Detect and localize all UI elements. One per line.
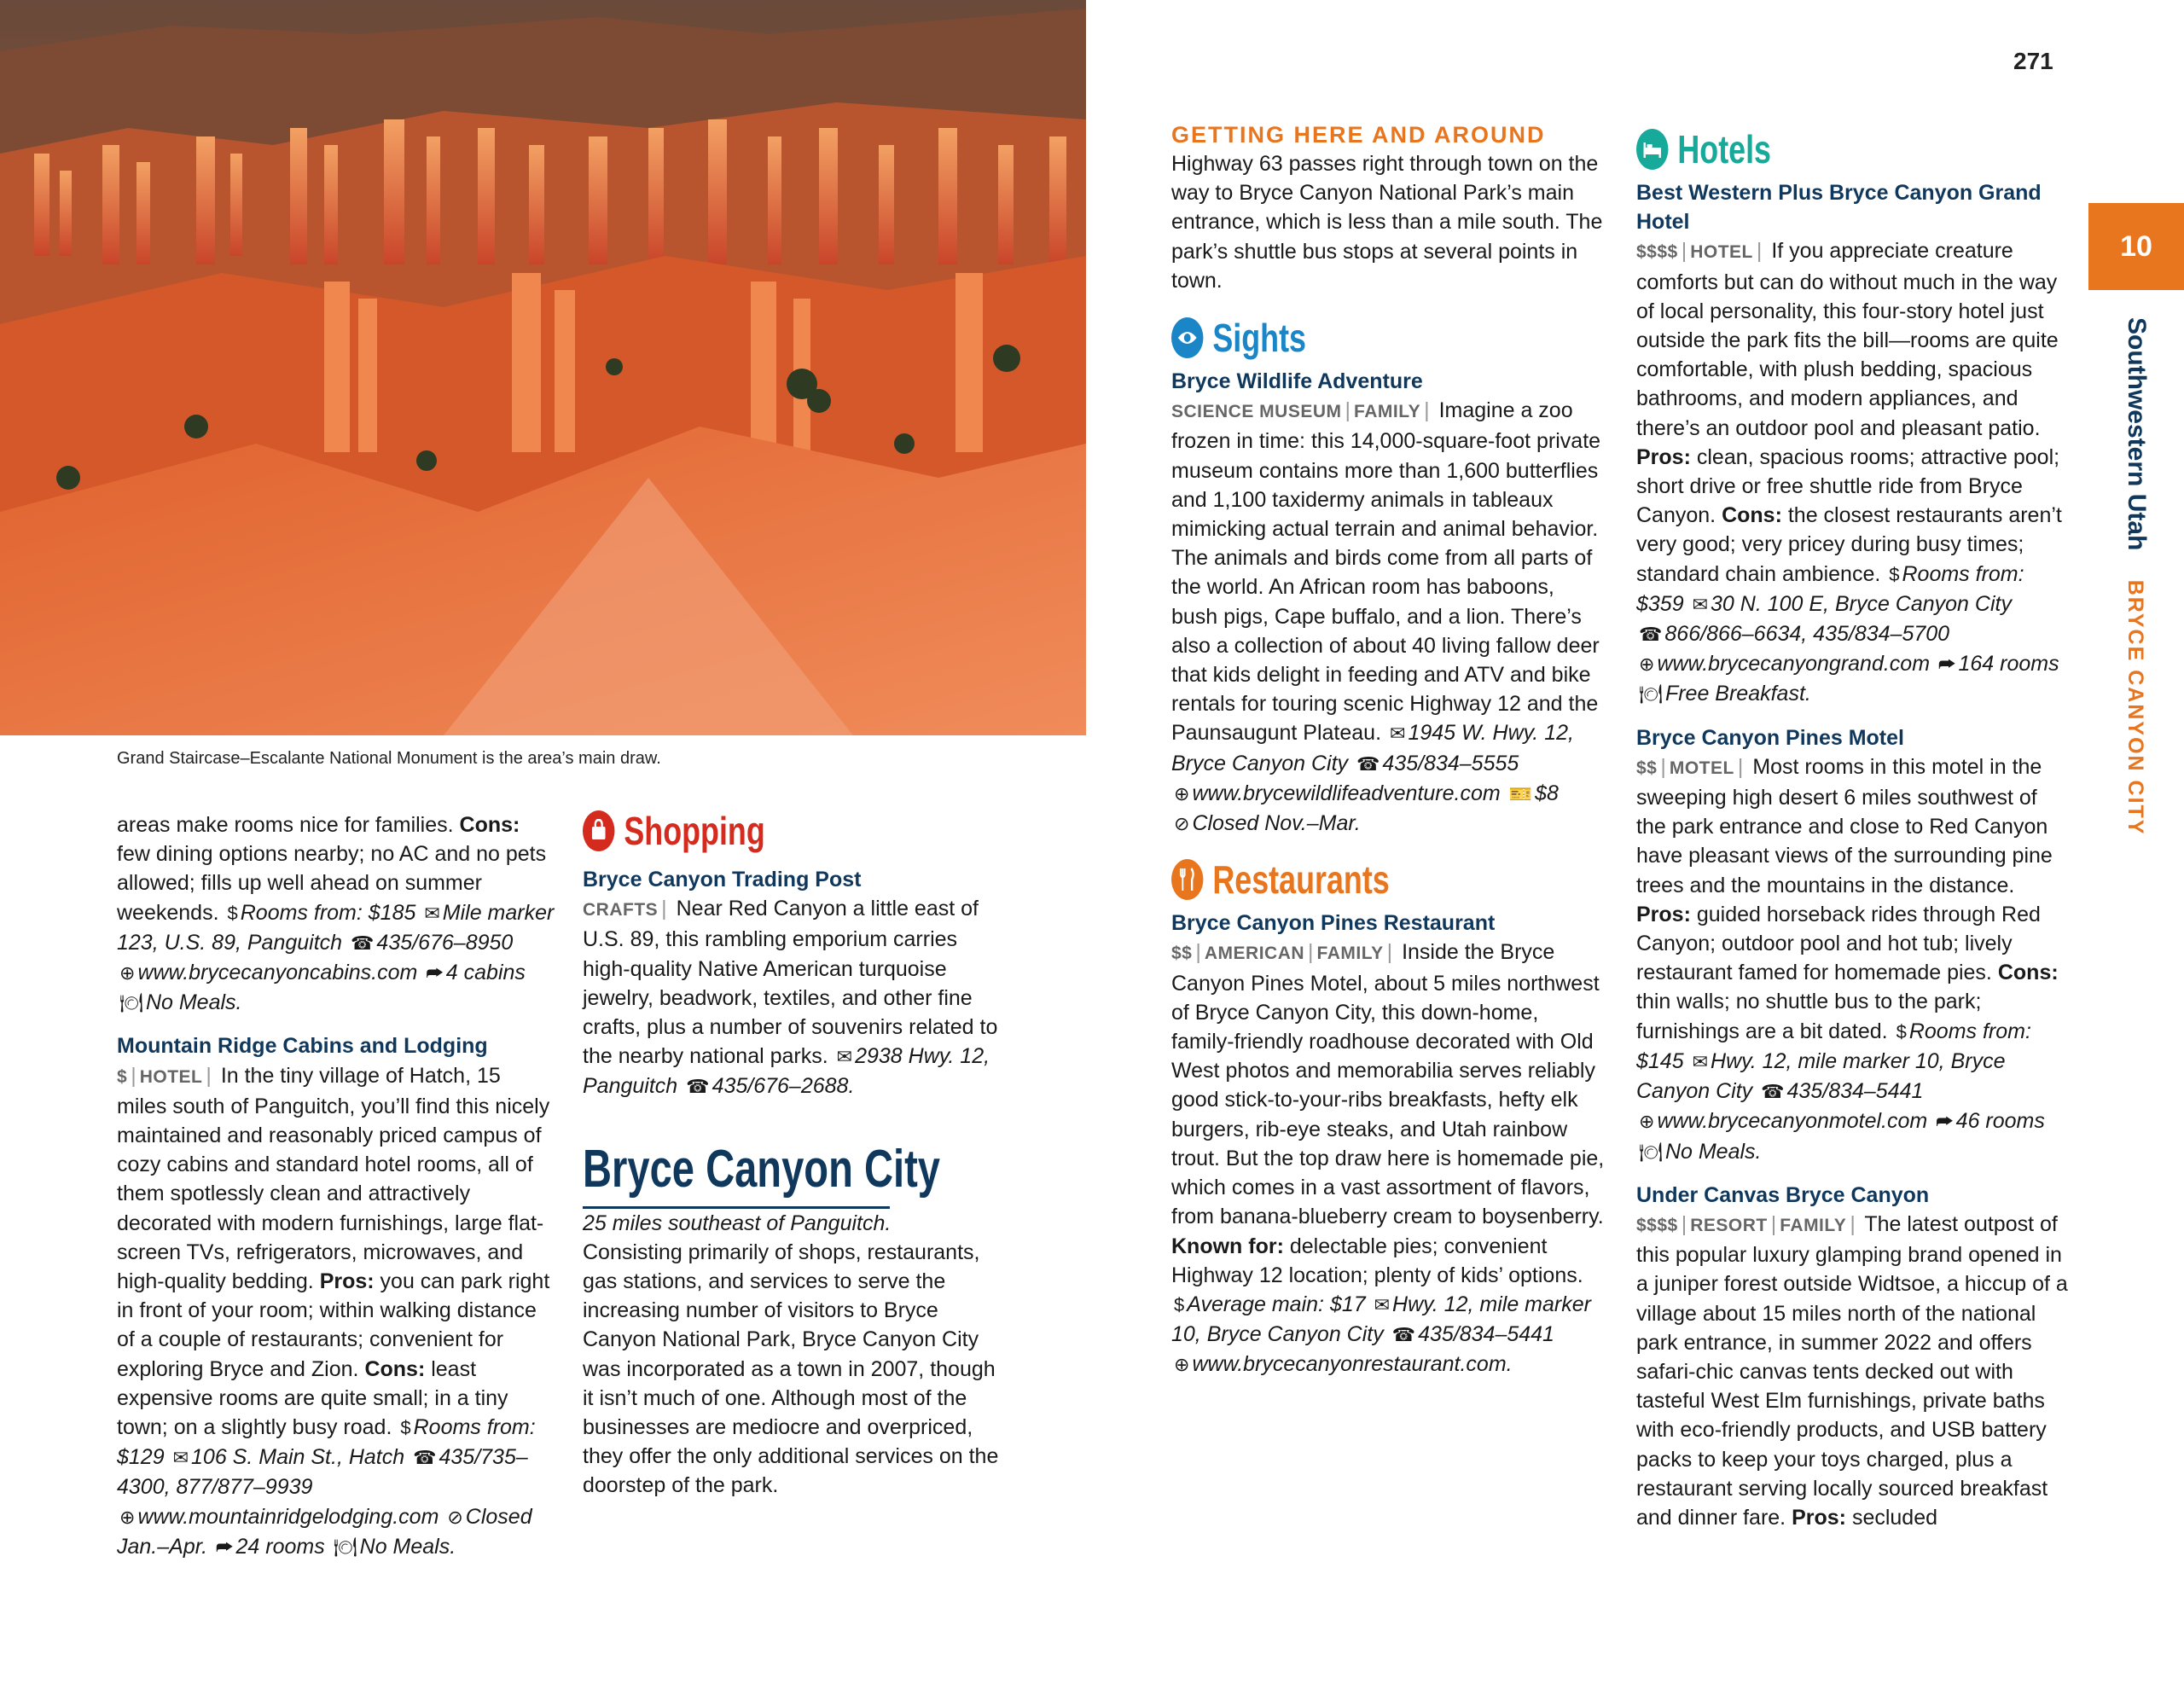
web-icon: ⊕	[1174, 782, 1190, 804]
type-tag: SCIENCE MUSEUM	[1171, 402, 1342, 422]
web-icon: ⊕	[119, 962, 136, 984]
type-tag: HOTEL	[1690, 242, 1753, 263]
entry-text: Imagine a zoo frozen in time: this 14,000-square-foot private museum contains more than 1,600 butterflies and 1,100 taxidermy animals in tableaux mimicking actual terrain and animal behavior. The animals and birds come from all parts of the world. An African room has baboons, bush pigs, Cape buffalo, and a lion. There’s also a collection of about 40 living fallow deer that kids delight in feeding and ATV and bike rentals for touring scenic Highway 12 and the Paunsaugunt Plateau.	[1171, 398, 1601, 746]
cons-label: Cons:	[1997, 961, 2059, 985]
meals-text: No Meals.	[145, 990, 242, 1015]
photo-caption: Grand Staircase–Escalante National Monument is the area’s main draw.	[117, 749, 661, 768]
entry-text: Most rooms in this motel in the sweeping high desert 6 miles southwest of the park entrance and close to Red Canyon have pleasant views of the surrounding pine trees and the mountains in the distance.	[1636, 754, 2053, 897]
type-tag: FAMILY	[1780, 1215, 1847, 1235]
type-tag: HOTEL	[139, 1066, 203, 1087]
column-1	[117, 810, 556, 1562]
chapter-tab: 10	[2088, 203, 2184, 290]
rooms-text: 4 cabins	[445, 961, 526, 985]
phone-icon: ☎	[1761, 1081, 1785, 1103]
phone-icon: ☎	[1391, 1324, 1416, 1346]
entry-text: If you appreciate creature comforts but can do without much in the way of local personality, this four-story hotel just outside the park fits the bill—rooms are quite comfortable, with plush bedding, spacious bathrooms, and modern appliances, and there’s an outdoor pool and pleasant patio.	[1636, 239, 2059, 440]
address-text: 106 S. Main St., Hatch	[191, 1445, 405, 1470]
known-for-text: delectable pies; convenient Highway 12 location; plenty of kids’ options.	[1171, 1234, 1583, 1287]
web-icon: ⊕	[1639, 1111, 1655, 1133]
bed-icon	[1636, 129, 1668, 170]
hotels-title: Hotels	[1677, 126, 1772, 171]
price-tag: $$$$	[1636, 1215, 1678, 1235]
address-icon: ✉	[836, 1046, 853, 1068]
entry-name: Bryce Wildlife Adventure	[1171, 369, 1423, 394]
entry-name: Bryce Canyon Pines Motel	[1636, 725, 1904, 750]
cost-text: Rooms from: $129	[117, 1415, 536, 1470]
restaurants-heading	[1171, 857, 1511, 903]
address-text: Hwy. 12, mile marker 10, Bryce Canyon City	[1636, 1048, 2006, 1104]
eye-icon	[1171, 317, 1203, 358]
website-link[interactable]: www.brycecanyoncabins.com	[137, 961, 418, 985]
cost-text: Rooms from: $145	[1636, 1019, 2031, 1073]
web-icon: ⊕	[1174, 1354, 1190, 1376]
cost-icon: $	[400, 1417, 411, 1439]
cost-icon: $	[1889, 563, 1900, 585]
entry-name: Bryce Canyon Trading Post	[583, 868, 862, 891]
address-text: 30 N. 100 E, Bryce Canyon City	[1711, 591, 2012, 616]
entry-text: The latest outpost of this popular luxury glamping brand opened in a juniper forest outside Widtsoe, a hiccup of a village about 15 miles north of the national park entrance, in summer 2022 and offers safari-chic canvas tents decked out with tasteful West Elm furnishings, private baths with eco-friendly products, and USB battery packs to keep your toys charged, plus a restaurant serving locally sourced breakfast and dinner fare.	[1636, 1211, 2068, 1530]
entry-name: Bryce Canyon Pines Restaurant	[1171, 911, 1496, 936]
getting-here-heading: GETTING HERE AND AROUND	[1171, 122, 1546, 148]
address-icon: ✉	[1692, 593, 1709, 615]
type-tag: FAMILY	[1316, 944, 1384, 964]
meals-icon: 🍽	[1639, 1141, 1663, 1163]
region-label: Southwestern Utah	[2123, 317, 2151, 551]
cost-icon: $	[227, 902, 238, 924]
cost-text: Average main: $17	[1187, 1292, 1366, 1316]
meals-text: No Meals.	[1664, 1139, 1762, 1164]
sights-title: Sights	[1212, 315, 1306, 360]
phone-text: 435/676–8950	[376, 930, 514, 955]
cost-icon: $	[1896, 1020, 1907, 1042]
address-icon: ✉	[1390, 723, 1406, 745]
cons-text: the closest restaurants aren’t very good; very pricey during busy times; standard chain ambience.	[1636, 503, 2062, 586]
pros-label: Pros:	[1636, 902, 1691, 926]
type-tag: FAMILY	[1354, 402, 1421, 422]
city-label: BRYCE CANYON CITY	[2123, 579, 2147, 836]
pros-label: Pros:	[319, 1269, 375, 1294]
entry-text: In the tiny village of Hatch, 15 miles south of Panguitch, you’ll find this nicely maintained and reasonably priced campus of cozy cabins and standard hotel rooms, all of them spotlessly clean and attractively decorated with modern furnishings, large flat-screen TVs, refrigerators, microwaves, and high-quality bedding.	[117, 1063, 550, 1294]
shopping-bag-icon	[583, 810, 614, 851]
phone-icon: ☎	[1639, 624, 1663, 646]
entry-name: Mountain Ridge Cabins and Lodging	[117, 1034, 488, 1059]
closed-icon: ⊘	[1174, 813, 1190, 835]
canyon-illustration	[0, 0, 1086, 735]
address-icon: ✉	[424, 902, 440, 924]
cost-icon: $	[1174, 1293, 1185, 1315]
cons-label: Cons:	[364, 1356, 426, 1381]
cons-label: Cons:	[1722, 503, 1782, 528]
known-for-label: Known for:	[1171, 1234, 1284, 1258]
pros-text: secluded	[1851, 1505, 1938, 1530]
price-tag: $$	[1171, 944, 1193, 964]
closed-icon: ⊘	[447, 1506, 463, 1528]
city-subtitle: 25 miles southeast of Panguitch.	[583, 1211, 892, 1235]
address-text: 2938 Hwy. 12, Panguitch	[583, 1044, 990, 1099]
continued-text: areas make rooms nice for families.	[117, 813, 454, 837]
pros-label: Pros:	[1636, 444, 1691, 469]
sight-entry: Bryce Wildlife Adventure SCIENCE MUSEUM | FAMILY | Imagine a zoo frozen in time: this 14,000-square-foot private museum contains more than 1,600 butterflies and 1,100 taxidermy animals in tableaux mimicking actual terrain and animal behavior. The animals and birds come from all parts of the world. An African room has baboons, bush pigs, Cape buffalo, and a lion. There’s also a collection of about 40 living fallow deer that kids delight in feeding and ATV and bike rentals for touring scenic Highway 12 and the Paunsaugunt Plateau. ✉ 1945 W. Hwy. 12, Bryce Canyon City ☎ 435/834–5555 ⊕ www.brycewildlifeadventure.com 🎫 $8 ⊘ Closed Nov.–Mar.	[1171, 367, 1606, 839]
phone-icon: ☎	[413, 1447, 437, 1469]
phone-text: 866/866–6634, 435/834–5700	[1664, 622, 1950, 647]
column-3	[1171, 120, 1606, 1380]
continued-entry	[117, 810, 556, 1018]
website-link[interactable]: www.brycecanyonmotel.com	[1657, 1109, 1928, 1134]
cost-text: Rooms from: $359	[1636, 561, 2024, 616]
hotel-entry: Under Canvas Bryce Canyon $$$$ | RESORT | FAMILY | The latest outpost of this popular luxury glamping brand opened in a juniper forest outside Widtsoe, a hiccup of a village about 15 miles north of the national park entrance, in summer 2022 and offers safari-chic canvas tents decked out with tasteful West Elm furnishings, private baths with eco-friendly products, and USB battery packs to keep your toys charged, plus a restaurant serving locally sourced breakfast and dinner fare. Pros: secluded	[1636, 1181, 2071, 1532]
rooms-text: 164 rooms	[1958, 652, 2059, 677]
ticket-icon: 🎫	[1508, 782, 1533, 804]
address-icon: ✉	[1692, 1050, 1709, 1072]
phone-icon: ☎	[686, 1076, 710, 1098]
column-2	[583, 810, 1007, 1501]
type-tag: MOTEL	[1669, 758, 1734, 778]
canyon-photo	[0, 0, 1086, 735]
pros-text: guided horseback rides through Red Canyon; outdoor pool and hot tub; lively restaurant famed for homemade pies.	[1636, 902, 2041, 985]
price-tag: $$$$	[1636, 242, 1678, 263]
meals-icon: 🍽	[119, 992, 143, 1014]
website-link[interactable]: www.brycewildlifeadventure.com	[1192, 781, 1501, 805]
side-running-head	[2088, 317, 2184, 836]
type-tag: AMERICAN	[1204, 944, 1305, 964]
phone-text: 435/834–5441	[1418, 1322, 1554, 1347]
meals-icon: 🍽	[333, 1536, 357, 1558]
website-link[interactable]: www.mountainridgelodging.com	[137, 1504, 439, 1529]
website-link[interactable]: www.brycecanyongrand.com	[1657, 652, 1931, 677]
restaurant-entry: Bryce Canyon Pines Restaurant $$ | AMERICAN | FAMILY | Inside the Bryce Canyon Pines Motel, about 5 miles northwest of Bryce Canyon City, this down-home, family-friendly roadhouse decorated with Old West photos and memorabilia serves reliably good stick-to-your-ribs breakfasts, hefty elk burgers, rib-eye steaks, and Utah rainbow trout. But the top draw here is homemade pie, which comes in a vast assortment of flavors, from banana-blueberry cream to boysenberry. Known for: delectable pies; convenient Highway 12 location; plenty of kids’ options. $ Average main: $17 ✉ Hwy. 12, mile marker 10, Bryce Canyon City ☎ 435/834–5441 ⊕ www.brycecanyonrestaurant.com.	[1171, 909, 1606, 1379]
meals-icon: 🍽	[1639, 683, 1663, 706]
shopping-heading	[583, 810, 914, 851]
rooms-icon: ⮫	[1937, 653, 1956, 676]
web-icon: ⊕	[1639, 653, 1655, 676]
pros-label: Pros:	[1792, 1505, 1846, 1530]
rooms-icon: ⮫	[216, 1536, 234, 1558]
closed-text: Closed Nov.–Mar.	[1192, 811, 1361, 836]
cons-text: thin walls; no shuttle bus to the park; furnishings are a bit dated.	[1636, 990, 1982, 1043]
address-icon: ✉	[172, 1447, 189, 1469]
entry-name: Under Canvas Bryce Canyon	[1636, 1182, 1930, 1207]
getting-here-text: Highway 63 passes right through town on the way to Bryce Canyon National Park’s main entrance, which is less than a mile south. The park’s shuttle bus stops at several points in town.	[1171, 152, 1603, 293]
price-tag: $	[117, 1066, 128, 1087]
hotel-entry: Best Western Plus Bryce Canyon Grand Hotel $$$$ | HOTEL | If you appreciate creature comforts but can do without much in the way of local personality, this four-story hotel just outside the park fits the bill—rooms are quite comfortable, with plush bedding, spacious bathrooms, and modern appliances, and there’s an outdoor pool and pleasant patio. Pros: clean, spacious rooms; attractive pool; short drive or free shuttle ride from Bryce Canyon. Cons: the closest restaurants aren’t very good; very pricey during busy times; standard chain ambience. $ Rooms from: $359 ✉ 30 N. 100 E, Bryce Canyon City ☎ 866/866–6634, 435/834–5700 ⊕ www.brycecanyongrand.com ⮫ 164 rooms 🍽 Free Breakfast.	[1636, 178, 2071, 710]
phone-icon: ☎	[351, 932, 375, 954]
type-tag: CRAFTS	[583, 900, 659, 920]
cost-text: $8	[1535, 781, 1559, 805]
hotel-entry: Bryce Canyon Pines Motel $$ | MOTEL | Most rooms in this motel in the sweeping high desert 6 miles southwest of the park entrance and close to Red Canyon have pleasant views of the surrounding pine trees and the mountains in the distance. Pros: guided horseback rides through Red Canyon; outdoor pool and hot tub; lively restaurant famed for homemade pies. Cons: thin walls; no shuttle bus to the park; furnishings are a bit dated. $ Rooms from: $145 ✉ Hwy. 12, mile marker 10, Bryce Canyon City ☎ 435/834–5441 ⊕ www.brycecanyonmotel.com ⮫ 46 rooms 🍽 No Meals.	[1636, 723, 2071, 1167]
pros-text: you can park right in front of your room; within walking distance of a couple of restaurants; convenient for exploring Bryce and Zion.	[117, 1269, 550, 1381]
page-number: 271	[2013, 48, 2053, 74]
shop-entry: Bryce Canyon Trading Post CRAFTS | Near Red Canyon a little east of U.S. 89, this rambling emporium carries high-quality Native American turquoise jewelry, beadwork, textiles, and other fine crafts, plus a number of souvenirs related to the nearby national parks. ✉ 2938 Hwy. 12, Panguitch ☎ 435/676–2688.	[583, 865, 1007, 1102]
rooms-icon: ⮫	[1936, 1111, 1954, 1133]
sights-heading	[1171, 317, 1511, 358]
address-text: Mile marker 123, U.S. 89, Panguitch	[117, 900, 555, 955]
entry-text: Near Red Canyon a little east of U.S. 89, this rambling emporium carries high-quality Native American turquoise jewelry, beadwork, textiles, and other fine crafts, plus a number of souvenirs related to the nearby national parks.	[583, 897, 998, 1069]
phone-text: 435/834–5555	[1382, 751, 1519, 775]
address-text: 1945 W. Hwy. 12, Bryce Canyon City	[1171, 721, 1574, 775]
cons-text: few dining options nearby; no AC and no pets allowed; fills up well ahead on summer weekends.	[117, 842, 547, 925]
entry-name: Best Western Plus Bryce Canyon Grand Hotel	[1636, 181, 2042, 235]
address-text: Hwy. 12, mile marker 10, Bryce Canyon City	[1171, 1292, 1591, 1347]
entry-text: Inside the Bryce Canyon Pines Motel, about 5 miles northwest of Bryce Canyon City, this down-home, family-friendly roadhouse decorated with Old West photos and memorabilia serves reliably good stick-to-your-ribs breakfasts, hefty elk burgers, rib-eye steaks, and Utah rainbow trout. But the top draw here is homemade pie, which comes in a vast assortment of flavors, from banana-blueberry cream to boysenberry.	[1171, 940, 1605, 1229]
column-4	[1636, 126, 2071, 1532]
city-intro: Consisting primarily of shops, restaurants, gas stations, and services to serve the increasing number of visitors to Bryce Canyon National Park, Bryce Canyon City was incorporated as a town in 2007, though it isn’t much of one. Although most of the businesses are mediocre and overpriced, they offer the only additional services on the doorstep of the park.	[583, 1240, 999, 1498]
price-tag: $$	[1636, 758, 1658, 778]
city-heading: Bryce Canyon City	[583, 1139, 940, 1199]
phone-text: 435/735–4300, 877/877–9939	[117, 1445, 528, 1500]
cons-label: Cons:	[459, 813, 520, 837]
phone-text: 435/676–2688.	[712, 1074, 855, 1099]
cost-text: Rooms from: $185	[240, 900, 416, 925]
phone-text: 435/834–5441	[1786, 1079, 1924, 1104]
meals-text: Free Breakfast.	[1664, 682, 1811, 706]
closed-text: Closed Jan.–Apr.	[117, 1504, 532, 1559]
rooms-icon: ⮫	[426, 962, 444, 984]
address-icon: ✉	[1374, 1293, 1391, 1315]
rooms-text: 46 rooms	[1955, 1109, 2045, 1134]
meals-text: No Meals.	[359, 1534, 456, 1559]
phone-icon: ☎	[1356, 752, 1380, 775]
pros-text: clean, spacious rooms; attractive pool; short drive or free shuttle ride from Bryce Canyon.	[1636, 444, 2060, 528]
hotel-entry: Mountain Ridge Cabins and Lodging $ | HOTEL | In the tiny village of Hatch, 15 miles south of Panguitch, you’ll find this nicely maintained and reasonably priced campus of cozy cabins and standard hotel rooms, all of them spotlessly clean and attractively decorated with modern furnishings, large flat-screen TVs, refrigerators, microwaves, and high-quality bedding. Pros: you can park right in front of your room; within walking distance of a couple of restaurants; convenient for exploring Bryce and Zion. Cons: least expensive rooms are quite small; in a tiny town; on a slightly busy road. $ Rooms from: $129 ✉ 106 S. Main St., Hatch ☎ 435/735–4300, 877/877–9939 ⊕ www.mountainridgelodging.com ⊘ Closed Jan.–Apr. ⮫ 24 rooms 🍽 No Meals.	[117, 1031, 556, 1562]
cons-text: least expensive rooms are quite small; in a tiny town; on a slightly busy road.	[117, 1356, 508, 1440]
rooms-text: 24 rooms	[235, 1534, 325, 1559]
hotels-heading	[1636, 126, 1976, 171]
web-icon: ⊕	[119, 1506, 136, 1528]
shopping-title: Shopping	[624, 808, 765, 853]
fork-knife-icon	[1171, 859, 1203, 900]
restaurants-title: Restaurants	[1212, 857, 1390, 903]
type-tag: RESORT	[1690, 1215, 1768, 1235]
website-link[interactable]: www.brycecanyonrestaurant.com.	[1192, 1352, 1513, 1377]
